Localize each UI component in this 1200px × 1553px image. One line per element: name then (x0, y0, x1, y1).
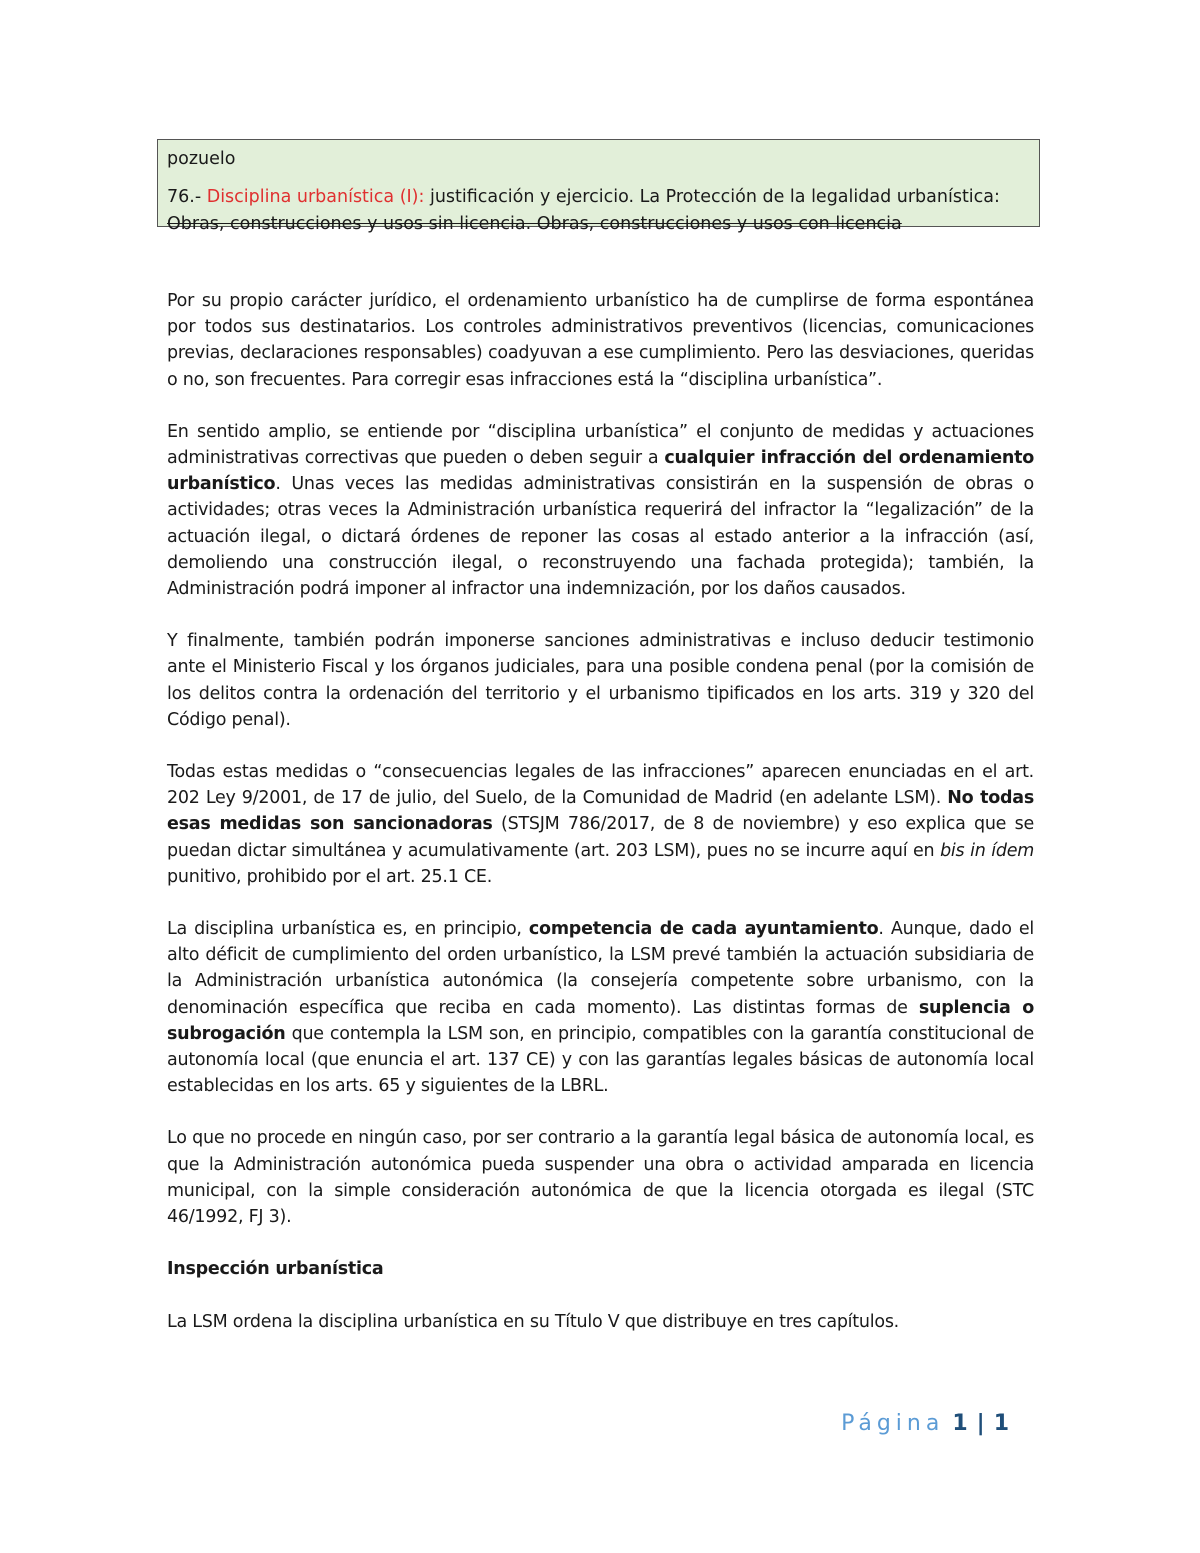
paragraph-1: Por su propio carácter jurídico, el ordenamiento urbanístico ha de cumplirse de forma espontánea por todos sus destinatarios. Los controles administrativos preventivos (licencias, comunicaciones previas, declaraciones responsables) coadyuvan a ese cumplimiento. Pero las desviaciones, queridas o no, son frecuentes. Para corregir esas infracciones está la “disciplina urbanística”. (167, 291, 1034, 390)
topic-title-rest: justificación y ejercicio. La Protección de la legalidad urbanística: (424, 187, 1000, 207)
topic-subtitle: Obras, construcciones y usos sin licencia. Obras, construcciones y usos con licencia (167, 214, 902, 234)
paragraph-3: Y finalmente, también podrán imponerse sanciones administrativas e incluso deducir testimonio ante el Ministerio Fiscal y los órganos judiciales, para una posible condena penal (por la comisión de los delitos contra la ordenación del territorio y el urbanismo tipificados en los arts. 319 y 320 del Código penal). (167, 631, 1034, 730)
header-tag: pozuelo (167, 149, 236, 169)
topic-title-red: Disciplina urbanística (I): (206, 187, 425, 207)
paragraph-2: En sentido amplio, se entiende por “disciplina urbanística” el conjunto de medidas y actuaciones administrativas correctivas que pueden o deben seguir a cualquier infracción del ordenamiento urbanístico. Unas veces las medidas administrativas consistirán en la suspensión de obras o actividades; otras veces la Administración urbanística requerirá del infractor la “legalización” de la actuación ilegal, o dictará órdenes de reponer las cosas al estado anterior a la infracción (así, demoliendo una construcción ilegal, o reconstruyendo una fachada protegida); también, la Administración podrá imponer al infractor una indemnización, por los daños causados. (167, 421, 1034, 600)
paragraph-5: La disciplina urbanística es, en principio, competencia de cada ayuntamiento. Aunque, dado el alto déficit de cumplimiento del orden urbanístico, la LSM prevé también la actuación subsidiaria de la Administración urbanística autonómica (la consejería competente sobre urbanismo, con la denominación específica que reciba en cada momento). Las distintas formas de suplencia o subrogación que contempla la LSM son, en principio, compatibles con la garantía constitucional de autonomía local (que enuncia el art. 137 CE) y con las garantías legales básicas de autonomía local establecidas en los arts. 65 y siguientes de la LBRL. (167, 919, 1034, 1097)
page-footer (841, 1411, 1010, 1436)
bold-phrase: suplencia o subrogación (167, 997, 1034, 1044)
page-separator: | (976, 1411, 986, 1436)
page-number: 1 (952, 1411, 969, 1436)
bold-phrase: No todas esas medidas son sancionadoras (167, 788, 1035, 835)
topic-number: 76.- (167, 187, 207, 207)
document-body (167, 288, 1034, 1361)
paragraph-6: Lo que no procede en ningún caso, por ser contrario a la garantía legal básica de autonomía local, es que la Administración autonómica pueda suspender una obra o actividad amparada en licencia municipal, con la simple consideración autonómica de que la licencia otorgada es ilegal (STC 46/1992, FJ 3). (167, 1128, 1034, 1228)
topic-title (167, 184, 1030, 211)
page-label: Página (841, 1411, 945, 1436)
bold-phrase: competencia de cada ayuntamiento (528, 919, 879, 940)
italic-phrase: bis in ídem (940, 840, 1035, 861)
topic-header-box (157, 139, 1040, 234)
paragraph-7: La LSM ordena la disciplina urbanística en su Título V que distribuye en tres capítulos. (167, 1311, 899, 1332)
page-total: 1 (993, 1411, 1010, 1436)
paragraph-4: Todas estas medidas o “consecuencias legales de las infracciones” aparecen enunciadas en el art. 202 Ley 9/2001, de 17 de julio, del Suelo, de la Comunidad de Madrid (en adelante LSM). No todas esas medidas son sancionadoras (STSJM 786/2017, de 8 de noviembre) y eso explica que se puedan dictar simultánea y acumulativamente (art. 203 LSM), pues no se incurre aquí en bis in ídem punitivo, prohibido por el art. 25.1 CE. (167, 762, 1035, 887)
section-heading: Inspección urbanística (167, 1259, 384, 1280)
bold-phrase: cualquier infracción del ordenamiento urbanístico (167, 448, 1034, 495)
